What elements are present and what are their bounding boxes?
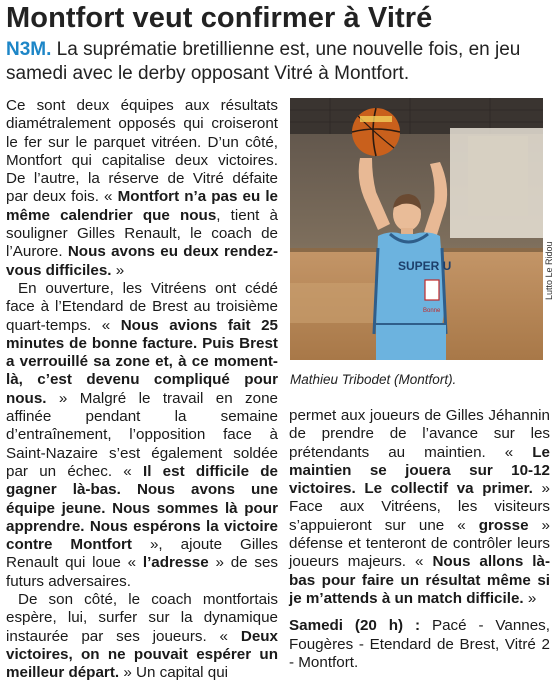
quote-bold: Nous allons là-bas pour faire un résultat même si je m’attends à un match difficile. — [289, 553, 550, 607]
text-run: permet aux joueurs de Gilles Jéhannin de prendre de l’avance sur les prétendants au maintien. « — [289, 407, 550, 461]
paragraph-1 — [6, 97, 278, 280]
text-run: » Malgré le travail en zone affinée pendant la semaine d’entraînement, l’opposition face à Saint-Nazaire s’est également soldée par un échec. « — [6, 389, 278, 480]
article-column-1 — [6, 97, 278, 683]
text-run: », ajoute Gilles Renault qui loue « — [6, 536, 278, 572]
text-run: En ouverture, les Vitréens ont cédé face à l’Etendard de Brest au troisième quart-temps. « — [6, 279, 278, 334]
quote-bold: grosse — [478, 516, 529, 534]
article-column-2 — [289, 407, 550, 672]
headline: Montfort veut confirmer à Vitré — [6, 2, 433, 34]
quote-bold: Le maintien se jouera sur 10-12 victoires. Le collectif va primer. — [289, 443, 550, 498]
quote-bold: l’adresse — [142, 554, 209, 572]
schedule-paragraph — [289, 617, 550, 672]
quote-bold: Deux victoires, on ne pouvait espérer un meilleur départ. — [6, 627, 278, 682]
photo-credit: Lutto Le Ridou — [544, 241, 554, 300]
paragraph-3 — [6, 591, 278, 682]
photo-caption: Mathieu Tribodet (Montfort). — [290, 372, 457, 387]
text-run: » — [523, 589, 537, 607]
schedule-label: Samedi (20 h) : — [289, 617, 421, 635]
text-run: » — [111, 261, 125, 279]
text-run: » Face aux Vitréens, les visiteurs s’appuieront sur une « — [289, 480, 550, 534]
text-run: Ce sont deux équipes aux résultats diamétralement opposés qui croiseront le fer sur le parquet vitréen. D’un côté, Montfort qui capitalise deux victoires. De l’autre, la réserve de Vitré défaite par deux fois. « — [6, 97, 278, 206]
schedule-text: Pacé - Vannes, Fougères - Etendard de Brest, Vitré 2 - Montfort. — [289, 617, 550, 671]
text-run: , tient à souligner Gilles Renault, le coach de l’Aurore. — [6, 206, 278, 261]
paragraph-4 — [289, 407, 550, 608]
text-run: » Un capital qui — [119, 664, 229, 682]
text-run: » de ses futurs adversaires. — [6, 554, 278, 590]
sponsor-text: Bonne — [423, 308, 441, 314]
lead-paragraph — [6, 38, 554, 86]
paragraph-2 — [6, 280, 278, 591]
quote-bold: Il est difficile de gagner là-bas. Nous avons une équipe jeune. Nous sommes là pour apprendre. Nous espérons la victoire contre Montfort — [6, 462, 278, 554]
article-photo — [290, 98, 543, 360]
text-run: De son côté, le coach montfortais espère, lui, surfer sur la dynamique instaurée par ses joueurs. « — [6, 591, 278, 645]
lead-text: La suprématie bretillienne est, une nouvelle fois, en jeu samedi avec le derby opposant Vitré à Montfort. — [6, 39, 521, 84]
quote-bold: Montfort n’a pas eu le même calendrier que nous — [6, 188, 278, 224]
paragraph-gap — [289, 608, 550, 617]
jersey-text: SUPER U — [398, 259, 452, 273]
text-run: » défense et tenteront de contrôler leurs joueurs majeurs. « — [289, 516, 550, 571]
lead-kicker: N3M. — [6, 39, 52, 60]
basketball-player-photo — [290, 98, 543, 360]
quote-bold: Nous avions fait 25 minutes de bonne facture. Puis Brest a verrouillé sa zone et, à ce moment-là, c’est devenu compliqué pour nous. — [6, 316, 278, 407]
quote-bold: Nous avons eu deux rendez-vous difficiles. — [6, 243, 279, 279]
